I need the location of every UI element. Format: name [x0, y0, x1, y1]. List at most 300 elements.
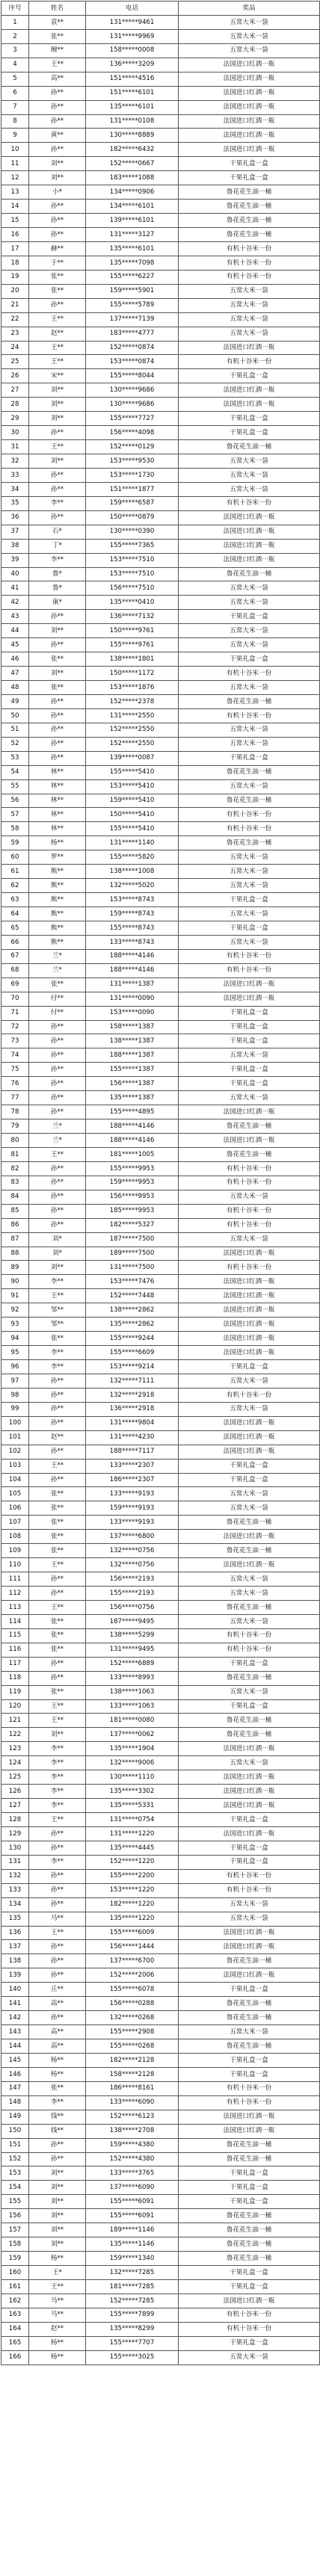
cell-seq: 129: [1, 1826, 29, 1841]
cell-phone: 133*****9193: [86, 1516, 179, 1530]
cell-phone: 150*****0879: [86, 510, 179, 525]
cell-prize: 有机十谷米一份: [179, 1218, 320, 1232]
cell-name: 付**: [29, 1006, 86, 1020]
cell-name: 张**: [29, 652, 86, 667]
cell-phone: 137*****6700: [86, 1954, 179, 1968]
cell-name: 孙**: [29, 1445, 86, 1459]
cell-phone: 133*****8743: [86, 935, 179, 949]
cell-phone: 152*****2550: [86, 723, 179, 737]
cell-phone: 150*****9761: [86, 624, 179, 638]
cell-name: 康*: [29, 596, 86, 610]
cell-prize: 法国进口红酒一瓶: [179, 86, 320, 100]
cell-phone: 155*****9244: [86, 1332, 179, 1346]
cell-phone: 139*****0087: [86, 751, 179, 765]
cell-phone: 155*****2193: [86, 1587, 179, 1601]
cell-prize: 五常大米一袋: [179, 1685, 320, 1699]
cell-phone: 131*****7500: [86, 1261, 179, 1275]
cell-phone: 152*****2378: [86, 694, 179, 708]
table-body: [1, 15, 320, 2365]
table-row: [1, 723, 320, 737]
cell-seq: 151: [1, 2138, 29, 2152]
cell-phone: 153*****7510: [86, 567, 179, 581]
table-row: [1, 2181, 320, 2195]
cell-phone: 159*****8743: [86, 907, 179, 921]
cell-prize: 五常大米一袋: [179, 15, 320, 29]
cell-seq: 61: [1, 865, 29, 879]
cell-prize: 干果礼盒一盒: [179, 2279, 320, 2294]
table-row: [1, 779, 320, 794]
cell-prize: 五常大米一袋: [179, 879, 320, 893]
cell-prize: 五常大米一袋: [179, 935, 320, 949]
cell-name: 高**: [29, 72, 86, 86]
cell-name: 孙**: [29, 610, 86, 624]
cell-name: 熊**: [29, 893, 86, 907]
cell-seq: 19: [1, 270, 29, 284]
cell-seq: 59: [1, 836, 29, 850]
cell-seq: 160: [1, 2266, 29, 2280]
table-row: [1, 1940, 320, 1954]
table-row: [1, 1657, 320, 1671]
cell-name: 孙**: [29, 1968, 86, 1983]
cell-name: 孙**: [29, 1869, 86, 1883]
cell-prize: 法国进口红酒一瓶: [179, 1346, 320, 1360]
cell-phone: 187*****7500: [86, 1232, 179, 1247]
cell-phone: 155*****5789: [86, 298, 179, 312]
cell-name: 孙**: [29, 1572, 86, 1587]
table-row: [1, 1572, 320, 1587]
cell-phone: 156*****1444: [86, 1940, 179, 1954]
cell-prize: 干果礼盒一盒: [179, 412, 320, 426]
cell-name: 王**: [29, 341, 86, 355]
cell-name: 马**: [29, 2294, 86, 2308]
cell-prize: 鲁花花生油一桶: [179, 2252, 320, 2266]
cell-seq: 7: [1, 100, 29, 114]
cell-name: 刘**: [29, 398, 86, 412]
cell-phone: 155*****7365: [86, 539, 179, 553]
table-row: [1, 1813, 320, 1827]
cell-prize: 法国进口红酒一瓶: [179, 1105, 320, 1119]
table-row: [1, 1134, 320, 1148]
table-row: [1, 2266, 320, 2280]
cell-phone: 155*****0268: [86, 2039, 179, 2054]
table-row: [1, 284, 320, 298]
cell-prize: 干果礼盒一盒: [179, 1063, 320, 1077]
cell-seq: 35: [1, 496, 29, 510]
cell-seq: 126: [1, 1785, 29, 1799]
table-row: [1, 2025, 320, 2039]
cell-seq: 87: [1, 1232, 29, 1247]
table-row: [1, 1147, 320, 1161]
cell-phone: 153*****0090: [86, 1006, 179, 1020]
cell-prize: 鲁花花生油一桶: [179, 694, 320, 708]
cell-name: 孙**: [29, 143, 86, 157]
cell-seq: 149: [1, 2110, 29, 2124]
cell-prize: 法国进口红酒一瓶: [179, 1430, 320, 1445]
table-row: [1, 1077, 320, 1091]
cell-seq: 137: [1, 1940, 29, 1954]
cell-seq: 37: [1, 525, 29, 539]
cell-seq: 80: [1, 1134, 29, 1148]
cell-phone: 155*****6091: [86, 2195, 179, 2209]
table-row: [1, 200, 320, 214]
cell-phone: 132*****5020: [86, 879, 179, 893]
cell-prize: 有机十谷米一份: [179, 949, 320, 963]
cell-name: 张**: [29, 1516, 86, 1530]
cell-name: 孙**: [29, 1473, 86, 1487]
cell-name: 王**: [29, 1926, 86, 1940]
cell-prize: 法国进口红酒一瓶: [179, 2294, 320, 2308]
cell-prize: 法国进口红酒一瓶: [179, 1289, 320, 1303]
cell-prize: 法国进口红酒一瓶: [179, 1134, 320, 1148]
cell-prize: 鲁花花生油一桶: [179, 2209, 320, 2223]
table-row: [1, 2067, 320, 2081]
cell-seq: 15: [1, 214, 29, 228]
cell-seq: 132: [1, 1869, 29, 1883]
cell-phone: 133*****6090: [86, 2095, 179, 2110]
cell-seq: 74: [1, 1048, 29, 1063]
table-row: [1, 879, 320, 893]
cell-prize: 干果礼盒一盒: [179, 1473, 320, 1487]
cell-name: 兰*: [29, 949, 86, 963]
cell-phone: 187*****9495: [86, 1614, 179, 1628]
cell-name: 罗**: [29, 850, 86, 865]
cell-phone: 188*****4146: [86, 963, 179, 977]
table-row: [1, 850, 320, 865]
cell-name: 熊**: [29, 935, 86, 949]
cell-phone: 158*****2128: [86, 2067, 179, 2081]
table-row: [1, 2124, 320, 2138]
cell-prize: 五常大米一袋: [179, 723, 320, 737]
table-row: [1, 412, 320, 426]
table-row: [1, 1799, 320, 1813]
cell-name: 付**: [29, 992, 86, 1006]
cell-phone: 130*****8889: [86, 129, 179, 143]
cell-phone: 136*****7132: [86, 610, 179, 624]
cell-name: 王**: [29, 1289, 86, 1303]
cell-seq: 143: [1, 2025, 29, 2039]
cell-seq: 138: [1, 1954, 29, 1968]
cell-phone: 151*****1877: [86, 482, 179, 496]
cell-name: 檀**: [29, 43, 86, 58]
cell-seq: 29: [1, 412, 29, 426]
cell-seq: 147: [1, 2081, 29, 2095]
cell-prize: 五常大米一袋: [179, 1091, 320, 1105]
cell-name: 鲁*: [29, 581, 86, 596]
cell-seq: 32: [1, 454, 29, 469]
table-row: [1, 638, 320, 652]
table-row: [1, 836, 320, 850]
cell-phone: 135*****1387: [86, 1091, 179, 1105]
cell-prize: 五常大米一袋: [179, 1587, 320, 1601]
table-row: [1, 2336, 320, 2350]
cell-seq: 50: [1, 708, 29, 723]
cell-seq: 163: [1, 2308, 29, 2322]
cell-seq: 108: [1, 1530, 29, 1544]
cell-phone: 156*****2193: [86, 1572, 179, 1587]
cell-name: 张**: [29, 1544, 86, 1558]
cell-prize: 干果礼盒一盒: [179, 751, 320, 765]
table-row: [1, 1643, 320, 1657]
cell-seq: 117: [1, 1657, 29, 1671]
table-row: [1, 1261, 320, 1275]
cell-prize: 干果礼盒一盒: [179, 2181, 320, 2195]
cell-prize: 五常大米一袋: [179, 482, 320, 496]
table-row: [1, 2308, 320, 2322]
cell-name: 孙**: [29, 737, 86, 751]
cell-prize: 干果礼盒一盒: [179, 610, 320, 624]
table-row: [1, 2195, 320, 2209]
table-row: [1, 468, 320, 482]
cell-name: 杨**: [29, 2252, 86, 2266]
cell-prize: 法国进口红酒一瓶: [179, 1445, 320, 1459]
cell-seq: 53: [1, 751, 29, 765]
cell-seq: 128: [1, 1813, 29, 1827]
cell-prize: 法国进口红酒一瓶: [179, 1742, 320, 1756]
table-row: [1, 2350, 320, 2365]
cell-prize: 法国进口红酒一瓶: [179, 553, 320, 567]
cell-phone: 152*****7285: [86, 2294, 179, 2308]
cell-seq: 99: [1, 1402, 29, 1416]
cell-phone: 155*****6609: [86, 1346, 179, 1360]
cell-phone: 181*****0080: [86, 1714, 179, 1728]
cell-name: 孙**: [29, 510, 86, 525]
cell-phone: 159*****9953: [86, 1176, 179, 1190]
cell-prize: 有机十谷米一份: [179, 355, 320, 369]
table-row: [1, 1360, 320, 1374]
cell-prize: 有机十谷米一份: [179, 1204, 320, 1218]
table-row: [1, 1983, 320, 1997]
cell-name: 杨**: [29, 2053, 86, 2067]
cell-phone: 131*****0754: [86, 1813, 179, 1827]
table-row: [1, 1912, 320, 1926]
cell-name: 孙**: [29, 1063, 86, 1077]
cell-seq: 96: [1, 1360, 29, 1374]
cell-phone: 155*****2200: [86, 1869, 179, 1883]
cell-prize: 法国进口红酒一瓶: [179, 72, 320, 86]
cell-phone: 155*****5410: [86, 765, 179, 779]
cell-name: 刘**: [29, 157, 86, 171]
table-row: [1, 708, 320, 723]
cell-seq: 20: [1, 284, 29, 298]
cell-seq: 164: [1, 2322, 29, 2336]
cell-name: 孙**: [29, 1883, 86, 1897]
cell-prize: 法国进口红酒一瓶: [179, 1303, 320, 1318]
cell-phone: 158*****1387: [86, 1020, 179, 1034]
cell-phone: 153*****9530: [86, 454, 179, 469]
cell-seq: 23: [1, 327, 29, 341]
cell-seq: 150: [1, 2124, 29, 2138]
cell-seq: 42: [1, 596, 29, 610]
cell-seq: 16: [1, 228, 29, 242]
cell-seq: 44: [1, 624, 29, 638]
cell-seq: 57: [1, 808, 29, 822]
cell-prize: 鲁花花生油一桶: [179, 836, 320, 850]
table-row: [1, 355, 320, 369]
table-row: [1, 1728, 320, 1742]
cell-seq: 115: [1, 1628, 29, 1643]
cell-prize: 五常大米一袋: [179, 1232, 320, 1247]
table-row: [1, 596, 320, 610]
cell-phone: 189*****1146: [86, 2223, 179, 2237]
cell-phone: 131*****0090: [86, 992, 179, 1006]
table-row: [1, 1218, 320, 1232]
table-row: [1, 1714, 320, 1728]
cell-name: 兰*: [29, 963, 86, 977]
cell-name: 孙**: [29, 482, 86, 496]
cell-phone: 133*****2307: [86, 1459, 179, 1473]
cell-name: 张**: [29, 1487, 86, 1501]
cell-seq: 17: [1, 241, 29, 256]
cell-phone: 182*****6432: [86, 143, 179, 157]
cell-seq: 165: [1, 2336, 29, 2350]
table-row: [1, 1883, 320, 1897]
cell-name: 刘**: [29, 2181, 86, 2195]
cell-prize: 鲁花花生油一桶: [179, 228, 320, 242]
table-row: [1, 185, 320, 200]
cell-seq: 110: [1, 1558, 29, 1572]
table-row: [1, 241, 320, 256]
cell-seq: 103: [1, 1459, 29, 1473]
cell-phone: 135*****7098: [86, 256, 179, 270]
table-row: [1, 1530, 320, 1544]
cell-prize: 干果礼盒一盒: [179, 2336, 320, 2350]
table-row: [1, 1232, 320, 1247]
cell-seq: 145: [1, 2053, 29, 2067]
cell-name: 张**: [29, 2081, 86, 2095]
cell-phone: 156*****4098: [86, 426, 179, 440]
table-row: [1, 765, 320, 779]
cell-name: 丘**: [29, 1983, 86, 1997]
cell-name: 刘**: [29, 171, 86, 185]
cell-name: 刘**: [29, 667, 86, 681]
cell-phone: 155*****7899: [86, 2308, 179, 2322]
cell-name: 刘**: [29, 2237, 86, 2252]
table-row: [1, 681, 320, 695]
cell-seq: 78: [1, 1105, 29, 1119]
cell-seq: 89: [1, 1261, 29, 1275]
cell-name: 王**: [29, 1600, 86, 1614]
cell-name: 李**: [29, 1756, 86, 1770]
cell-name: 李**: [29, 1770, 86, 1785]
cell-phone: 130*****9686: [86, 398, 179, 412]
cell-seq: 71: [1, 1006, 29, 1020]
cell-name: 孙**: [29, 1897, 86, 1912]
table-row: [1, 2039, 320, 2054]
table-row: [1, 2095, 320, 2110]
cell-phone: 137*****7139: [86, 312, 179, 327]
cell-seq: 98: [1, 1388, 29, 1402]
cell-phone: 150*****5410: [86, 808, 179, 822]
cell-phone: 135*****0410: [86, 596, 179, 610]
cell-phone: 155*****4895: [86, 1105, 179, 1119]
cell-phone: 138*****1008: [86, 865, 179, 879]
cell-prize: 五常大米一袋: [179, 1190, 320, 1204]
cell-name: 钱**: [29, 2110, 86, 2124]
table-row: [1, 2252, 320, 2266]
table-row: [1, 426, 320, 440]
table-row: [1, 1997, 320, 2011]
cell-name: 王**: [29, 1813, 86, 1827]
cell-name: 张**: [29, 1332, 86, 1346]
cell-seq: 97: [1, 1374, 29, 1388]
cell-prize: 五常大米一袋: [179, 907, 320, 921]
cell-phone: 182*****5327: [86, 1218, 179, 1232]
cell-name: 王**: [29, 2279, 86, 2294]
cell-seq: 93: [1, 1318, 29, 1332]
cell-name: 孙**: [29, 86, 86, 100]
table-row: [1, 341, 320, 355]
cell-seq: 73: [1, 1034, 29, 1048]
cell-name: 黄**: [29, 129, 86, 143]
cell-prize: 有机十谷米一份: [179, 1388, 320, 1402]
cell-seq: 112: [1, 1587, 29, 1601]
table-row: [1, 963, 320, 977]
cell-phone: 131*****3127: [86, 228, 179, 242]
cell-phone: 135*****3302: [86, 1785, 179, 1799]
cell-prize: 五常大米一袋: [179, 596, 320, 610]
cell-seq: 100: [1, 1416, 29, 1430]
table-row: [1, 1247, 320, 1261]
cell-prize: 五常大米一袋: [179, 454, 320, 469]
cell-seq: 10: [1, 143, 29, 157]
cell-name: 赫**: [29, 241, 86, 256]
cell-phone: 158*****0008: [86, 43, 179, 58]
cell-phone: 138*****1387: [86, 1034, 179, 1048]
cell-prize: 有机十谷米一份: [179, 256, 320, 270]
cell-name: 林**: [29, 794, 86, 808]
cell-name: 孙**: [29, 708, 86, 723]
cell-seq: 25: [1, 355, 29, 369]
cell-name: 孙**: [29, 1671, 86, 1685]
cell-seq: 45: [1, 638, 29, 652]
cell-name: 张**: [29, 1614, 86, 1628]
cell-prize: 五常大米一袋: [179, 298, 320, 312]
cell-phone: 155*****6227: [86, 270, 179, 284]
cell-name: 王**: [29, 1459, 86, 1473]
cell-seq: 94: [1, 1332, 29, 1346]
table-row: [1, 652, 320, 667]
table-row: [1, 1091, 320, 1105]
cell-seq: 11: [1, 157, 29, 171]
table-row: [1, 510, 320, 525]
cell-name: 兰*: [29, 1119, 86, 1134]
table-row: [1, 1869, 320, 1883]
cell-phone: 155*****6009: [86, 1926, 179, 1940]
cell-name: 李**: [29, 553, 86, 567]
table-row: [1, 482, 320, 496]
cell-prize: 法国进口红酒一瓶: [179, 2110, 320, 2124]
cell-phone: 139*****6101: [86, 214, 179, 228]
cell-prize: 法国进口红酒一瓶: [179, 1275, 320, 1289]
cell-phone: 159*****6587: [86, 496, 179, 510]
table-row: [1, 1926, 320, 1940]
header-phone: 电话: [86, 1, 179, 16]
cell-phone: 153*****1730: [86, 468, 179, 482]
cell-prize: 干果礼盒一盒: [179, 1983, 320, 1997]
cell-name: 孙**: [29, 1416, 86, 1430]
cell-phone: 135*****1904: [86, 1742, 179, 1756]
cell-name: 兰*: [29, 1134, 86, 1148]
cell-phone: 135*****8299: [86, 2322, 179, 2336]
table-row: [1, 921, 320, 935]
cell-phone: 152*****7448: [86, 1289, 179, 1303]
cell-name: 杨**: [29, 836, 86, 850]
table-row: [1, 2166, 320, 2181]
cell-phone: 133*****9193: [86, 1487, 179, 1501]
cell-seq: 79: [1, 1119, 29, 1134]
cell-prize: 有机十谷米一份: [179, 822, 320, 836]
cell-name: 刘**: [29, 2209, 86, 2223]
